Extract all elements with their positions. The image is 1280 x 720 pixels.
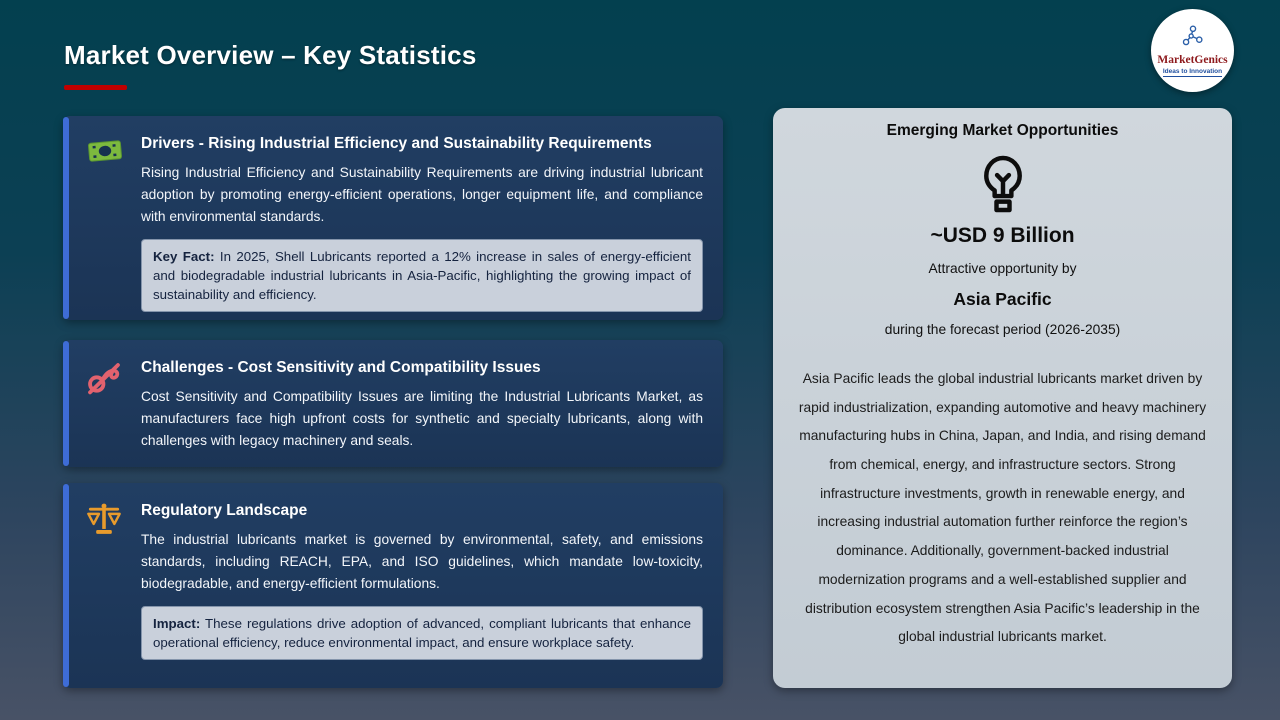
molecule-icon — [1180, 24, 1206, 53]
card-accent-bar — [63, 117, 69, 319]
card-accent-bar — [63, 341, 69, 466]
challenges-card — [63, 340, 723, 467]
impact-box — [141, 606, 703, 660]
card-title: Regulatory Landscape — [141, 502, 308, 519]
fact-text: In 2025, Shell Lubricants reported a 12% increase in sales of energy-efficient and biodegradable industrial lubricants in Asia-Pacific, highlighting the growing impact of sustainability and efficiency. — [153, 248, 691, 302]
opportunity-region: Asia Pacific — [953, 289, 1052, 309]
panel-title: Emerging Market Opportunities — [886, 122, 1119, 139]
lightbulb-icon — [977, 152, 1029, 216]
fact-label: Impact: — [153, 615, 201, 631]
regulatory-card — [63, 483, 723, 688]
key-fact-box — [141, 239, 703, 312]
drivers-card — [63, 116, 723, 320]
card-body: Cost Sensitivity and Compatibility Issues are limiting the Industrial Lubricants Market, as manufacturers face high upfront costs for synthetic and specialty lubricants, along with challenges with legacy machinery and seals. — [141, 389, 703, 448]
logo-tagline: Ideas to Innovation — [1163, 69, 1222, 78]
opportunity-subtitle: Attractive opportunity by — [928, 261, 1077, 276]
knot-icon — [85, 358, 125, 452]
fact-text: These regulations drive adoption of advanced, compliant lubricants that enhance operational efficiency, reduce environmental impact, and ensure workplace safety. — [153, 615, 691, 650]
money-icon — [85, 134, 125, 312]
opportunity-description: Asia Pacific leads the global industrial lubricants market driven by rapid industrialization, expanding automotive and heavy machinery manufacturing hubs in China, Japan, and India, and rising demand from chemical, energy, and infrastructure sectors. Strong infrastructure investments, growth in renewable energy, and increasing industrial automation further reinforce the region’s dominance. Additionally, government-backed industrial modernization programs and a well-established supplier and distribution ecosystem strengthen Asia Pacific’s leadership in the global industrial lubricants market. — [798, 371, 1207, 645]
fact-label: Key Fact: — [153, 248, 215, 264]
card-body: The industrial lubricants market is governed by environmental, safety, and emissions standards, including REACH, EPA, and ISO guidelines, which mandate low-toxicity, biodegradable, and energy-efficient formulations. — [141, 532, 703, 591]
card-accent-bar — [63, 484, 69, 687]
scales-icon — [85, 501, 125, 660]
card-body: Rising Industrial Efficiency and Sustainability Requirements are driving industrial lubricant adoption by promoting energy-efficient operations, longer equipment life, and compliance with environmental standards. — [141, 165, 703, 224]
page-title: Market Overview – Key Statistics — [64, 40, 477, 70]
forecast-period: during the forecast period (2026-2035) — [884, 322, 1121, 337]
opportunity-panel — [773, 108, 1232, 688]
title-underline — [64, 85, 127, 90]
card-title: Drivers - Rising Industrial Efficiency and Sustainability Requirements — [141, 135, 652, 152]
logo-name: MarketGenics — [1157, 54, 1228, 66]
marketgenics-logo — [1151, 9, 1234, 92]
card-title: Challenges - Cost Sensitivity and Compatibility Issues — [141, 359, 541, 376]
opportunity-value: ~USD 9 Billion — [930, 224, 1075, 247]
